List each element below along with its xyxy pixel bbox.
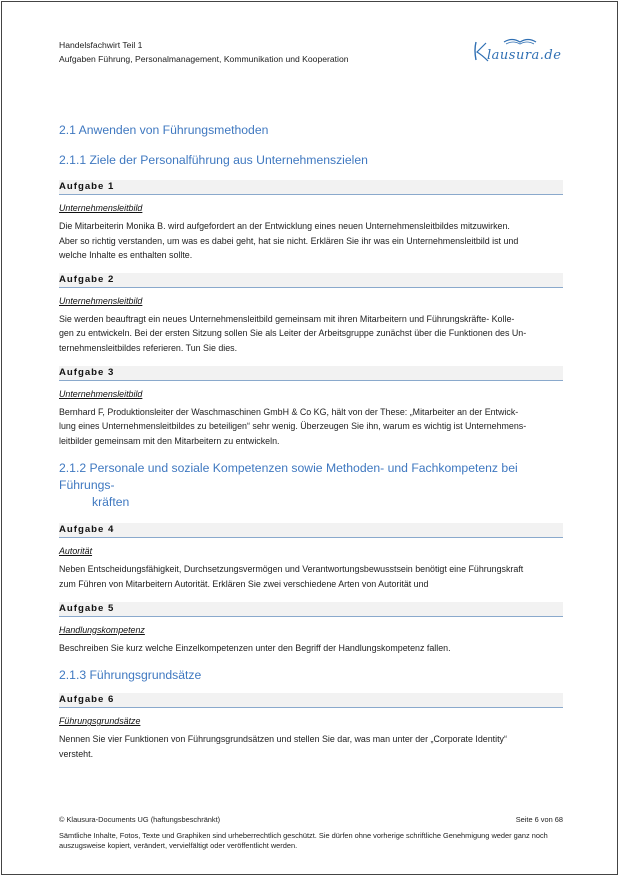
header-subtitle: Aufgaben Führung, Personalmanagement, Kommunikation und Kooperation — [59, 54, 349, 64]
task-topic: Unternehmensleitbild — [59, 295, 143, 306]
task-text — [59, 405, 563, 449]
heading-2-1: 2.1 Anwenden von Führungsmethoden — [59, 123, 269, 137]
task-topic: Führungsgrundsätze — [59, 716, 141, 727]
task-topic: Autorität — [59, 546, 93, 557]
task-line: Sie werden beauftragt ein neues Unternehmensleitbild gemeinsam mit ihren Mitarbeitern und Führungskräfte- Kolle- — [59, 313, 515, 324]
task-label: Aufgabe 2 — [59, 273, 563, 288]
task-line: leitbilder gemeinsam mit den Mitarbeitern zu entwickeln. — [59, 435, 280, 446]
task-label: Aufgabe 5 — [59, 602, 563, 617]
task-topic: Unternehmensleitbild — [59, 203, 143, 213]
task-text — [59, 219, 563, 263]
heading-2-1-2-line2: kräften — [92, 495, 130, 510]
task-line: Nennen Sie vier Funktionen von Führungsgrundsätzen und stellen Sie dar, was man unter der „Corporate Identity“ — [59, 734, 507, 745]
footer-copyright: © Klausura-Documents UG (haftungsbeschränkt) — [59, 815, 221, 824]
task-line: lung eines Unternehmensleitbildes zu beteiligen“ sehr wenig. Überzeugen Sie ihn, warum es wichtig ist Unternehmens- — [59, 421, 527, 432]
heading-2-1-3: 2.1.3 Führungsgrundsätze — [59, 668, 202, 683]
task-line: Bernhard F, Produktionsleiter der Waschmaschinen GmbH & Co KG, hält von der These: „Mitarbeiter an der Entwick- — [59, 406, 519, 417]
task-line: gen zu entwickeln. Bei der ersten Sitzung sollen Sie als Leiter der Arbeitsgruppe zunächst über die Funktionen des Un- — [59, 328, 527, 339]
task-3 — [59, 366, 563, 449]
task-line: versteht. — [59, 748, 94, 759]
footer-rights-line: Sämtliche Inhalte, Fotos, Texte und Graphiken sind urheberrechtlich geschützt. Sie dürfen ohne vorherige schriftliche Genehmigung weder ganz noch — [59, 830, 548, 840]
task-text — [59, 732, 563, 761]
task-4 — [59, 523, 563, 591]
footer-rights-line: auszugsweise kopiert, verändert, vervielfältigt oder veröffentlicht werden. — [59, 841, 298, 850]
task-line: ternehmensleitbildes referieren. Tun Sie dies. — [59, 342, 238, 353]
task-text — [59, 641, 563, 656]
task-line: welche Inhalte es enthalten sollte. — [59, 250, 193, 261]
task-label: Aufgabe 1 — [59, 180, 563, 195]
task-label: Aufgabe 3 — [59, 366, 563, 381]
heading-2-1-2-line1: 2.1.2 Personale und soziale Kompetenzen sowie Methoden- und Fachkompetenz bei Führungs- — [59, 461, 518, 493]
task-text — [59, 562, 563, 591]
header-title: Handelsfachwirt Teil 1 — [59, 40, 143, 50]
task-line: zum Führen von Mitarbeitern Autorität. Erklären Sie zwei verschiedene Arten von Autorität und — [59, 578, 429, 589]
footer-rights — [59, 831, 563, 852]
task-label: Aufgabe 4 — [59, 523, 563, 538]
klausura-logo — [472, 36, 578, 66]
document-body — [59, 120, 563, 761]
task-label: Aufgabe 6 — [59, 693, 563, 708]
task-line: Die Mitarbeiterin Monika B. wird aufgefordert an der Entwicklung eines neuen Unternehmensleitbildes mitzuwirken. — [59, 221, 510, 231]
heading-2-1-1: 2.1.1 Ziele der Personalführung aus Unternehmenszielen — [59, 153, 368, 167]
task-topic: Handlungskompetenz — [59, 624, 145, 635]
task-5 — [59, 602, 563, 656]
task-text — [59, 312, 563, 356]
svg-text:lausura.de: lausura.de — [487, 48, 562, 63]
task-2 — [59, 273, 563, 356]
task-1 — [59, 180, 563, 263]
task-topic: Unternehmensleitbild — [59, 388, 143, 399]
page-number: Seite 6 von 68 — [515, 815, 563, 824]
task-line: Beschreiben Sie kurz welche Einzelkompetenzen unter den Begriff der Handlungskompetenz fallen. — [59, 642, 451, 653]
page-footer — [59, 815, 563, 852]
heading-2-1-2 — [59, 460, 563, 511]
task-6 — [59, 693, 563, 761]
task-line: Aber so richtig verstanden, um was es dabei geht, hat sie nicht. Erklären Sie ihr was ein Unternehmensleitbild ist und — [59, 235, 519, 246]
task-line: Neben Entscheidungsfähigkeit, Durchsetzungsvermögen und Verantwortungsbewusstsein benötigt eine Führungskraft — [59, 564, 524, 575]
